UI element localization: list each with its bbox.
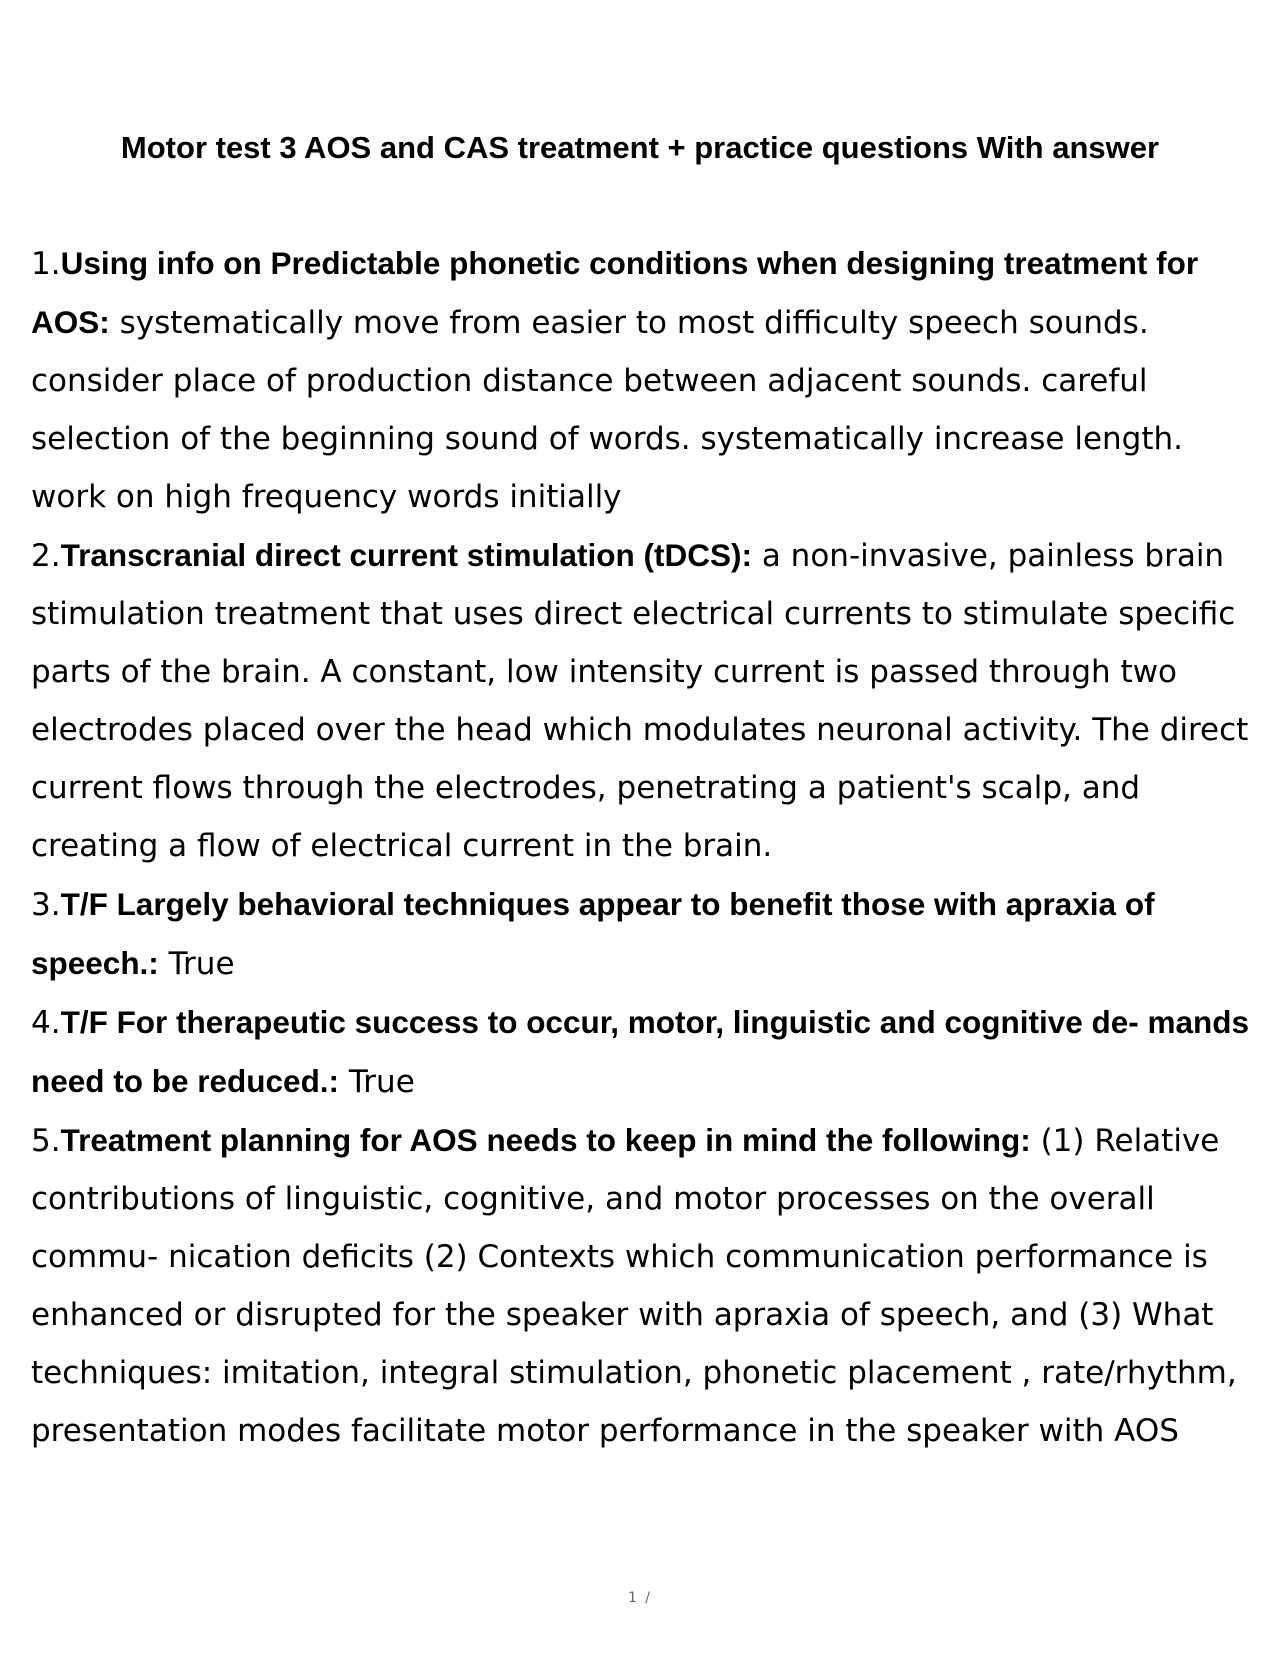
qa-number: 3.: [31, 887, 61, 923]
qa-item-3: [31, 875, 1251, 993]
qa-item-5: [31, 1111, 1251, 1460]
qa-answer: (1) Relative contributions of linguistic, cognitive, and motor processes on the overall commu- nication deficits (2) Contexts which communication performance is enhanced or disrupted for the speaker with apraxia of speech, and (3) What techniques: imitation, integral stimulation, phonetic placement , rate/rhythm, presentation modes facilitate motor performance in the speaker with AOS: [31, 1123, 1237, 1449]
qa-answer: systematically move from easier to most difficulty speech sounds. consider place of production distance between adjacent sounds. careful selection of the beginning sound of words. systematically increase length. work on high frequency words initially: [31, 305, 1183, 515]
qa-item-4: [31, 993, 1251, 1111]
qa-question: Treatment planning for AOS needs to keep in mind the following:: [60, 1122, 1031, 1158]
qa-answer: True: [168, 946, 235, 982]
qa-question: Transcranial direct current stimulation (tDCS):: [60, 537, 752, 573]
qa-question: T/F For therapeutic success to occur, motor, linguistic and cognitive de- mands need to be reduced.:: [31, 1004, 1250, 1099]
qa-question: T/F Largely behavioral techniques appear to benefit those with apraxia of speech.:: [31, 886, 1155, 981]
qa-answer: True: [348, 1064, 415, 1100]
qa-list: [31, 234, 1251, 1460]
qa-item-2: [31, 526, 1251, 875]
document-title: Motor test 3 AOS and CAS treatment + practice questions With answer: [120, 130, 1160, 165]
qa-item-1: [31, 234, 1251, 526]
qa-answer: a non-invasive, painless brain stimulation treatment that uses direct electrical currents to stimulate specific parts of the brain. A constant, low intensity current is passed through two electrodes placed over the head which modulates neuronal activity. The direct current flows through the electrodes, penetrating a patient's scalp, and creating a flow of electrical current in the brain.: [31, 538, 1249, 864]
qa-number: 5.: [31, 1123, 61, 1159]
qa-number: 2.: [31, 538, 61, 574]
page-number: 1 /: [627, 1590, 653, 1606]
qa-number: 1.: [31, 246, 61, 282]
qa-question: Using info on Predictable phonetic conditions when designing treatment for AOS:: [31, 245, 1199, 340]
qa-number: 4.: [31, 1005, 61, 1041]
